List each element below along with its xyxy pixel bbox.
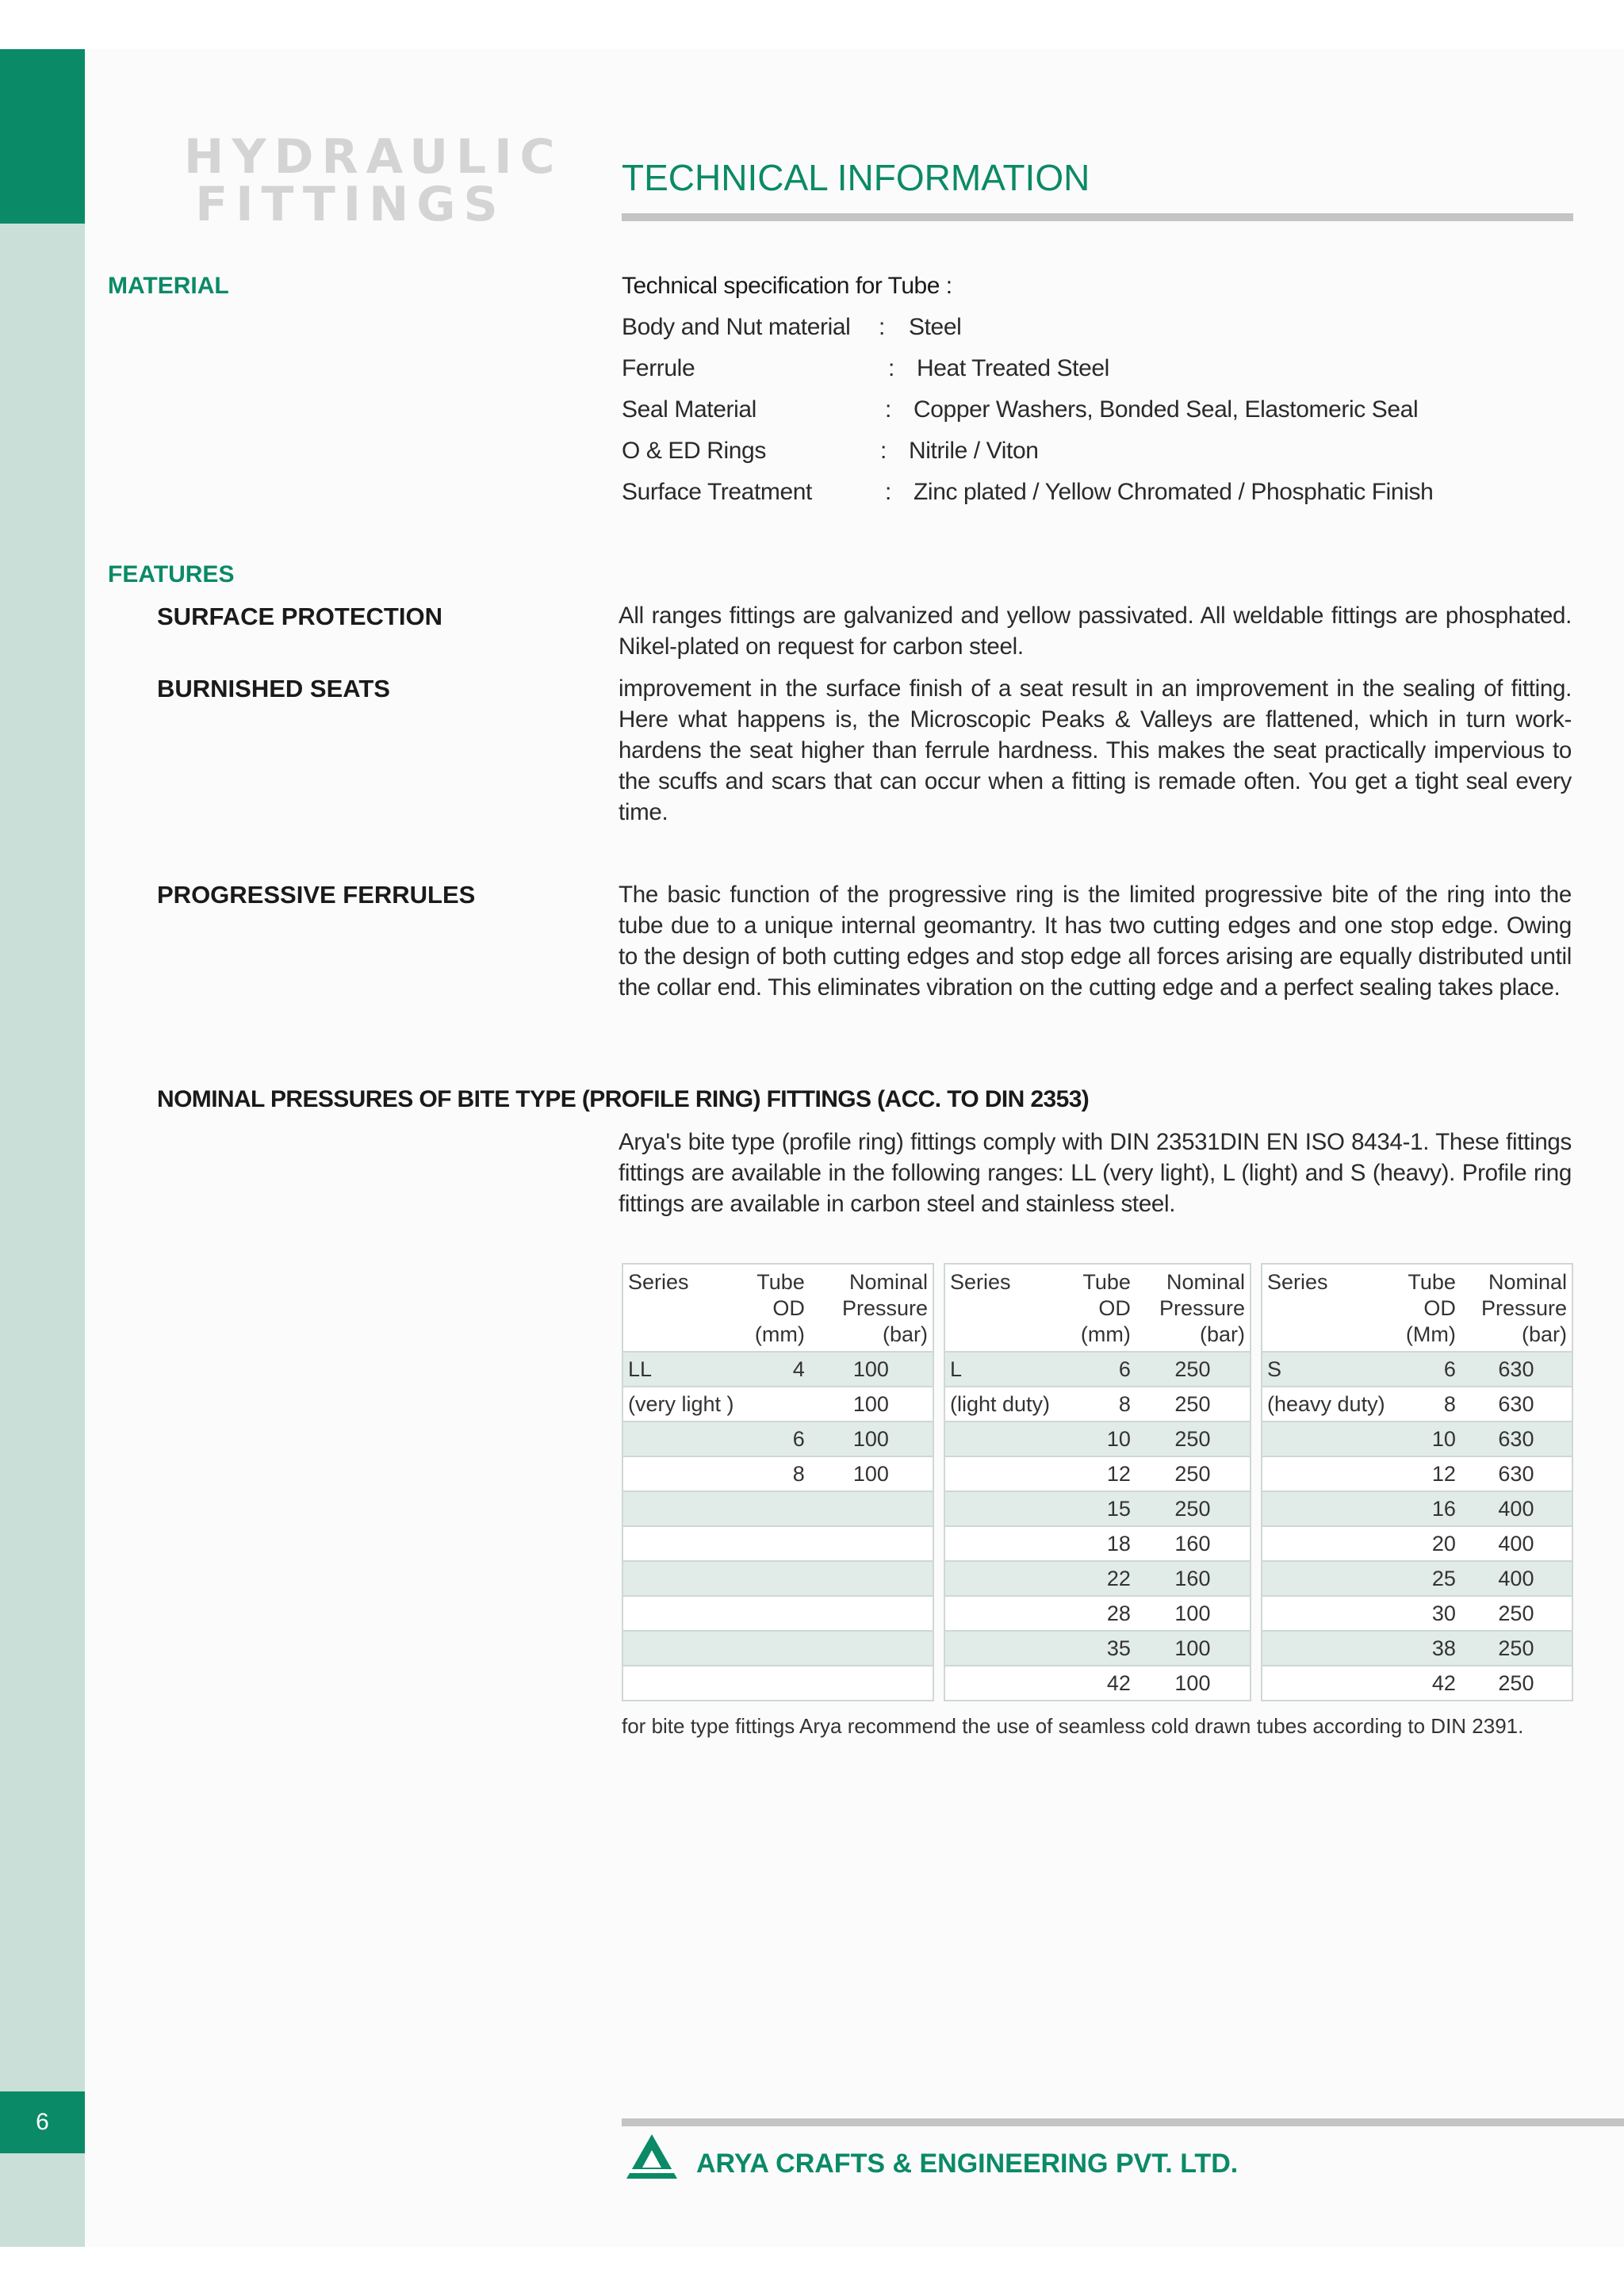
cell-pressure xyxy=(810,1595,933,1630)
spec-heading: Technical specification for Tube : xyxy=(622,273,952,299)
table-row xyxy=(623,1665,933,1700)
cell-series: S xyxy=(1262,1351,1401,1386)
arya-a-logo-icon xyxy=(626,2134,677,2179)
spec-value: Heat Treated Steel xyxy=(917,355,1109,381)
cell-series xyxy=(1262,1421,1401,1456)
footer-rule xyxy=(622,2118,1624,2126)
table-row xyxy=(623,1490,933,1525)
table-row xyxy=(1262,1421,1572,1456)
cell-tube-od: 28 xyxy=(1075,1595,1136,1630)
table-row xyxy=(945,1630,1250,1665)
cell-series xyxy=(1262,1490,1401,1525)
cell-tube-od: 18 xyxy=(1075,1525,1136,1560)
cell-tube-od: 38 xyxy=(1401,1630,1461,1665)
pressures-footnote: for bite type fittings Arya recommend the use of seamless cold drawn tubes according to DIN 2391. xyxy=(622,1714,1524,1738)
spec-colon: : xyxy=(885,396,891,423)
cell-pressure: 100 xyxy=(1136,1665,1250,1700)
cell-pressure: 100 xyxy=(1136,1630,1250,1665)
cell-series xyxy=(945,1595,1075,1630)
cell-pressure: 250 xyxy=(1461,1595,1572,1630)
cell-pressure xyxy=(810,1560,933,1595)
table-row xyxy=(623,1630,933,1665)
material-label: MATERIAL xyxy=(108,273,229,299)
cell-tube-od: 6 xyxy=(742,1421,810,1456)
table-header-row xyxy=(1262,1265,1572,1351)
cell-tube-od: 22 xyxy=(1075,1560,1136,1595)
cell-pressure xyxy=(810,1665,933,1700)
cell-series xyxy=(945,1490,1075,1525)
cell-pressure: 250 xyxy=(1136,1456,1250,1490)
table-body xyxy=(623,1351,933,1700)
feature-title: SURFACE PROTECTION xyxy=(157,603,442,630)
cell-pressure: 630 xyxy=(1461,1386,1572,1421)
cell-tube-od: 30 xyxy=(1401,1595,1461,1630)
spec-key: Ferrule xyxy=(622,355,695,381)
table-row xyxy=(1262,1665,1572,1700)
cell-tube-od xyxy=(742,1665,810,1700)
table-header-row xyxy=(623,1265,933,1351)
table-row xyxy=(945,1665,1250,1700)
cell-pressure: 400 xyxy=(1461,1490,1572,1525)
cell-pressure xyxy=(810,1490,933,1525)
table-row xyxy=(1262,1351,1572,1386)
table-row xyxy=(1262,1560,1572,1595)
cell-series: (very light ) xyxy=(623,1386,742,1421)
cell-tube-od: 12 xyxy=(1401,1456,1461,1490)
cell-series xyxy=(945,1630,1075,1665)
cell-series xyxy=(945,1456,1075,1490)
brand-line-2: FITTINGS xyxy=(195,177,506,232)
cell-pressure: 100 xyxy=(810,1351,933,1386)
header-rule xyxy=(622,213,1573,221)
cell-series xyxy=(623,1595,742,1630)
cell-pressure: 630 xyxy=(1461,1351,1572,1386)
table-row xyxy=(1262,1456,1572,1490)
cell-pressure: 250 xyxy=(1136,1421,1250,1456)
col-header-series: Series xyxy=(1267,1270,1328,1294)
company-name: ARYA CRAFTS & ENGINEERING PVT. LTD. xyxy=(696,2149,1239,2179)
cell-pressure: 100 xyxy=(810,1386,933,1421)
cell-tube-od: 4 xyxy=(742,1351,810,1386)
table-row xyxy=(945,1351,1250,1386)
col-header-pressure: Nominal Pressure (bar) xyxy=(1480,1270,1567,1346)
cell-tube-od: 8 xyxy=(1401,1386,1461,1421)
cell-pressure: 630 xyxy=(1461,1421,1572,1456)
table-row xyxy=(1262,1630,1572,1665)
cell-tube-od: 10 xyxy=(1401,1421,1461,1456)
cell-pressure: 100 xyxy=(1136,1595,1250,1630)
feature-text: All ranges fittings are galvanized and yellow passivated. All weldable fittings are phosphated. Nikel-plated on request for carbon steel. xyxy=(619,603,1572,660)
cell-tube-od: 20 xyxy=(1401,1525,1461,1560)
cell-pressure: 100 xyxy=(810,1456,933,1490)
col-header-tube-od: Tube OD (Mm) xyxy=(1405,1270,1456,1346)
table-row xyxy=(623,1421,933,1456)
table-row xyxy=(945,1456,1250,1490)
cell-pressure: 160 xyxy=(1136,1560,1250,1595)
spec-key: Surface Treatment xyxy=(622,479,812,505)
cell-series: L xyxy=(945,1351,1075,1386)
cell-tube-od: 10 xyxy=(1075,1421,1136,1456)
table-row xyxy=(1262,1386,1572,1421)
cell-series xyxy=(1262,1456,1401,1490)
cell-tube-od: 15 xyxy=(1075,1490,1136,1525)
pressures-heading: NOMINAL PRESSURES OF BITE TYPE (PROFILE RING) FITTINGS (ACC. TO DIN 2353) xyxy=(157,1086,1090,1112)
spec-value: Nitrile / Viton xyxy=(909,438,1039,464)
cell-pressure: 100 xyxy=(810,1421,933,1456)
cell-series xyxy=(623,1490,742,1525)
col-header-pressure: Nominal Pressure (bar) xyxy=(841,1270,928,1346)
cell-tube-od: 8 xyxy=(742,1456,810,1490)
cell-pressure: 250 xyxy=(1136,1490,1250,1525)
table-row xyxy=(1262,1525,1572,1560)
cell-tube-od xyxy=(742,1595,810,1630)
table-row xyxy=(623,1456,933,1490)
cell-pressure: 630 xyxy=(1461,1456,1572,1490)
spec-key: Body and Nut material xyxy=(622,314,851,340)
table-row xyxy=(623,1351,933,1386)
cell-tube-od: 42 xyxy=(1401,1665,1461,1700)
table-row xyxy=(1262,1490,1572,1525)
cell-series xyxy=(623,1665,742,1700)
cell-tube-od: 35 xyxy=(1075,1630,1136,1665)
cell-series xyxy=(623,1630,742,1665)
cell-series xyxy=(623,1560,742,1595)
feature-title: BURNISHED SEATS xyxy=(157,675,390,702)
cell-pressure: 250 xyxy=(1461,1665,1572,1700)
table-row xyxy=(623,1386,933,1421)
table-row xyxy=(945,1595,1250,1630)
cell-series xyxy=(945,1665,1075,1700)
col-header-tube-od: Tube OD (mm) xyxy=(754,1270,805,1346)
spec-key: Seal Material xyxy=(622,396,756,423)
cell-series xyxy=(623,1421,742,1456)
spec-colon: : xyxy=(880,438,887,464)
table-row xyxy=(945,1560,1250,1595)
sidebar-band xyxy=(0,49,85,2247)
cell-pressure: 250 xyxy=(1136,1351,1250,1386)
cell-series: (light duty) xyxy=(945,1386,1075,1421)
spec-value: Steel xyxy=(909,314,962,340)
table-row xyxy=(945,1490,1250,1525)
table-row xyxy=(1262,1595,1572,1630)
col-header-series: Series xyxy=(950,1270,1011,1294)
cell-pressure: 400 xyxy=(1461,1525,1572,1560)
cell-series xyxy=(945,1421,1075,1456)
spec-colon: : xyxy=(888,355,894,381)
brand-title xyxy=(184,129,563,232)
spec-colon: : xyxy=(885,479,891,505)
cell-tube-od xyxy=(742,1560,810,1595)
cell-pressure: 250 xyxy=(1136,1386,1250,1421)
table-row xyxy=(623,1595,933,1630)
pressure-table-s xyxy=(1261,1263,1573,1701)
cell-pressure: 250 xyxy=(1461,1630,1572,1665)
cell-series xyxy=(945,1525,1075,1560)
cell-series xyxy=(1262,1525,1401,1560)
table-row xyxy=(623,1560,933,1595)
cell-pressure xyxy=(810,1630,933,1665)
cell-tube-od: 16 xyxy=(1401,1490,1461,1525)
pressures-intro: Arya's bite type (profile ring) fittings comply with DIN 23531DIN EN ISO 8434-1. These fittings fittings are available in the following ranges: LL (very light), L (light) and S (heavy). Profile ring fittings are available in carbon steel and stainless steel. xyxy=(619,1129,1572,1217)
brand-line-1: HYDRAULIC xyxy=(184,129,563,185)
cell-series xyxy=(1262,1595,1401,1630)
section-title: TECHNICAL INFORMATION xyxy=(622,157,1090,198)
cell-pressure: 400 xyxy=(1461,1560,1572,1595)
cell-tube-od: 6 xyxy=(1075,1351,1136,1386)
cell-tube-od: 8 xyxy=(1075,1386,1136,1421)
table-row xyxy=(945,1386,1250,1421)
table-row xyxy=(945,1525,1250,1560)
col-header-series: Series xyxy=(628,1270,689,1294)
pressure-table-l xyxy=(944,1263,1251,1701)
cell-series: (heavy duty) xyxy=(1262,1386,1401,1421)
cell-tube-od: 12 xyxy=(1075,1456,1136,1490)
feature-text: The basic function of the progressive ring is the limited progressive bite of the ring into the tube due to a unique internal geomantry. It has two cutting edges and one stop edge. Owing to the design of both cutting edges and stop edge all forces arising are equally distributed until the collar end. This eliminates vibration on the cutting edge and a perfect sealing takes place. xyxy=(619,882,1572,1001)
spec-value: Zinc plated / Yellow Chromated / Phosphatic Finish xyxy=(914,479,1434,505)
sidebar-accent-block xyxy=(0,49,85,224)
cell-series xyxy=(623,1456,742,1490)
cell-tube-od xyxy=(742,1490,810,1525)
spec-colon: : xyxy=(879,314,885,340)
cell-series xyxy=(1262,1560,1401,1595)
cell-tube-od: 42 xyxy=(1075,1665,1136,1700)
cell-tube-od xyxy=(742,1386,810,1421)
cell-series xyxy=(945,1560,1075,1595)
pressure-table-ll xyxy=(622,1263,934,1701)
cell-series xyxy=(1262,1630,1401,1665)
table-row xyxy=(623,1525,933,1560)
table-body xyxy=(945,1351,1250,1700)
feature-title: PROGRESSIVE FERRULES xyxy=(157,881,476,909)
cell-tube-od xyxy=(742,1630,810,1665)
cell-pressure: 160 xyxy=(1136,1525,1250,1560)
cell-tube-od: 25 xyxy=(1401,1560,1461,1595)
spec-key: O & ED Rings xyxy=(622,438,766,464)
cell-tube-od: 6 xyxy=(1401,1351,1461,1386)
table-body xyxy=(1262,1351,1572,1700)
cell-series: LL xyxy=(623,1351,742,1386)
table-row xyxy=(945,1421,1250,1456)
cell-series xyxy=(1262,1665,1401,1700)
col-header-pressure: Nominal Pressure (bar) xyxy=(1159,1270,1245,1346)
col-header-tube-od: Tube OD (mm) xyxy=(1080,1270,1131,1346)
cell-tube-od xyxy=(742,1525,810,1560)
cell-series xyxy=(623,1525,742,1560)
table-header-row xyxy=(945,1265,1250,1351)
page-number: 6 xyxy=(0,2091,85,2153)
spec-value: Copper Washers, Bonded Seal, Elastomeric Seal xyxy=(914,396,1419,423)
features-label: FEATURES xyxy=(108,561,235,587)
cell-pressure xyxy=(810,1525,933,1560)
feature-text: improvement in the surface finish of a seat result in an improvement in the sealing of fitting. Here what happens is, the Microscopic Peaks & Valleys are flattened, which in turn work-hardens the seat higher than ferrule hardness. This makes the seat practically impervious to the scuffs and scars that can occur when a fitting is remade often. You get a tight seal every time. xyxy=(619,675,1572,825)
